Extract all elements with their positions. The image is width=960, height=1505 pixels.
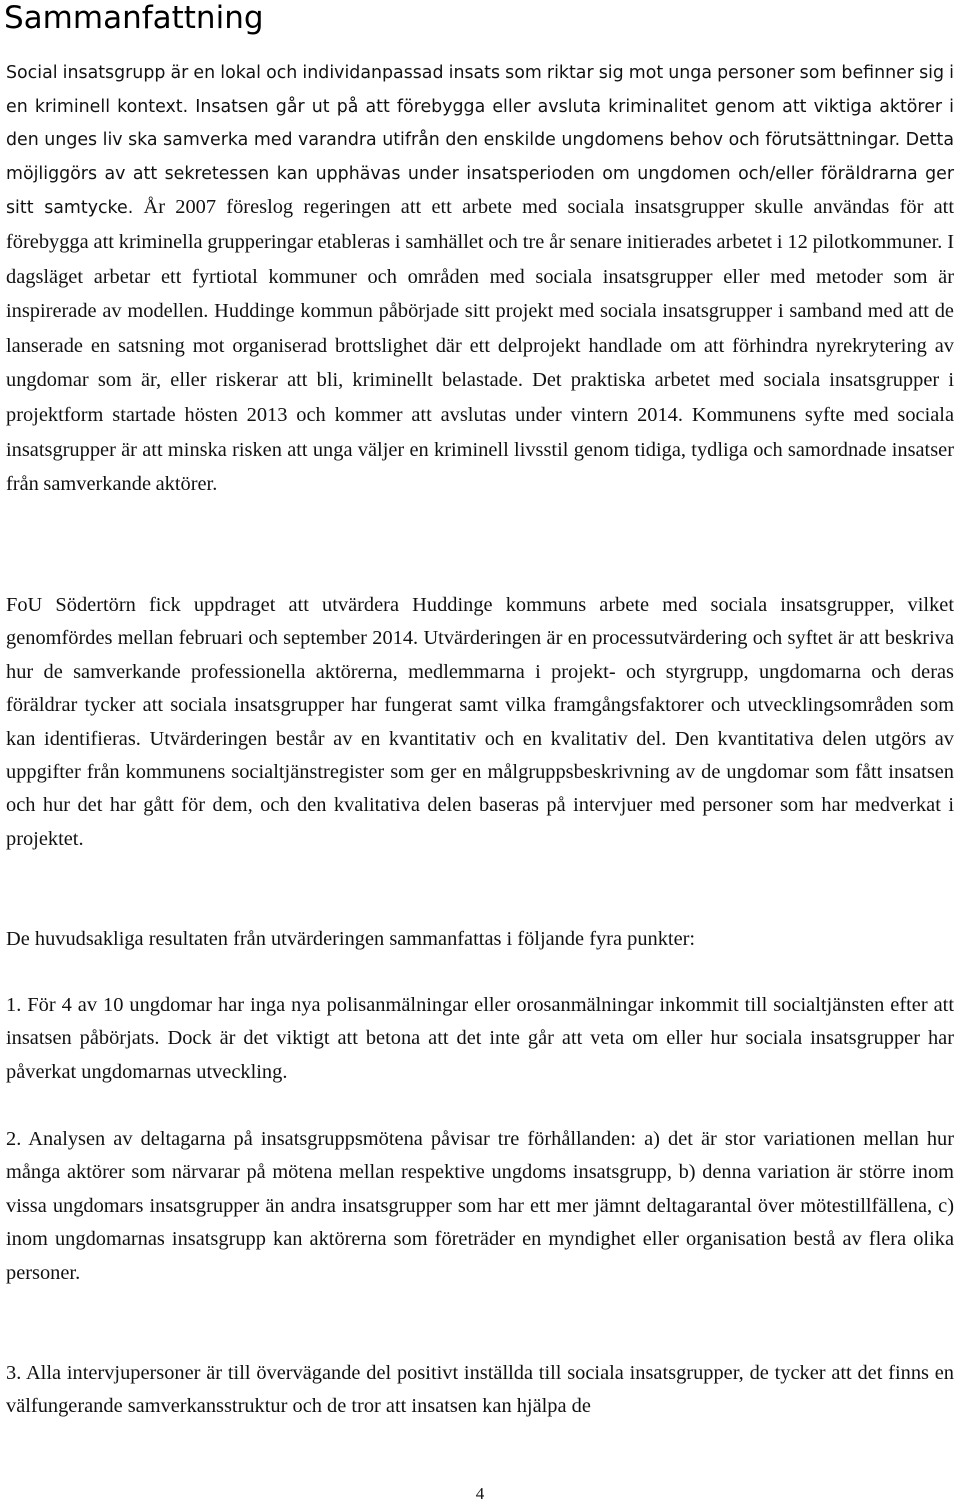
results-intro: De huvudsakliga resultaten från utvärderingen sammanfattas i följande fyra punkter: xyxy=(6,928,696,950)
page-title: Sammanfattning xyxy=(4,0,264,36)
result-point-3: 3. Alla intervjupersoner är till övervägande del positivt inställda till sociala insatsgrupper, de tycker att det finns en välfungerande samverkansstruktur och de tror att insatsen kan hjälpa de xyxy=(6,1362,954,1418)
summary-paragraph xyxy=(6,57,954,503)
page-number: 4 xyxy=(475,1484,485,1503)
evaluation-paragraph: FoU Södertörn fick uppdraget att utvärdera Huddinge kommuns arbete med sociala insatsgrupper, vilket genomfördes mellan februari och september 2014. Utvärderingen är en processutvärdering och syftet är att beskriva hur de samverkande professionella aktörerna, medlemmarna i projekt- och styrgrupp, ungdomarna och deras föräldrar tycker att sociala insatsgrupper har fungerat samt vilka framgångsfaktorer och utvecklingsområden som kan identifieras. Utvärderingen består av en kvantitativ och en kvalitativ del. Den kvantitativa delen utgörs av uppgifter från kommunens socialtjänstregister som ger en målgruppsbeskrivning av de ungdomar som fått insatsen och hur det har gått för dem, och den kvalitativa delen baseras på intervjuer med personer som har medverkat i projektet. xyxy=(6,594,954,850)
summary-text-sans: Social insatsgrupp är en lokal och individanpassad insats som riktar sig mot unga personer som befinner sig i en kriminell kontext. Insatsen går ut på att förebygga eller avsluta kriminalitet genom att viktiga aktörer i den unges liv ska samverka med varandra utifrån den enskilde ungdomens behov och förutsättningar. Detta möjliggörs av att sekretessen kan upphävas under insatsperioden om ungdomen och/eller föräldrarna ger sitt samtycke. xyxy=(6,63,954,219)
summary-text-serif: År 2007 föreslog regeringen att ett arbete med sociala insatsgrupper skulle användas för att förebygga att kriminella grupperingar etableras i samhället och tre år senare initierades arbetet i 12 pilotkommuner. I dagsläget arbetar ett fyrtiotal kommuner och områden med sociala insatsgrupper eller med metoder som är inspirerade av modellen. Huddinge kommun påbörjade sitt projekt med sociala insatsgrupper i samband med att de lanserade en satsning mot organiserad brottslighet där ett delprojekt handlade om att förhindra nyrekrytering av ungdomar som är, eller riskerar att bli, kriminellt belastade. Det praktiska arbetet med sociala insatsgrupper i projektform startade hösten 2013 och kommer att avslutas under vintern 2014. Kommunens syfte med sociala insatsgrupper är att minska risken att unga väljer en kriminell livsstil genom tidiga, tydliga och samordnade insatser från samverkande aktörer. xyxy=(6,196,954,496)
result-point-1: 1. För 4 av 10 ungdomar har inga nya polisanmälningar eller orosanmälningar inkommit till socialtjänsten efter att insatsen påbörjats. Dock är det viktigt att betona att det inte går att veta om eller hur sociala insatsgrupper har påverkat ungdomarnas utveckling. xyxy=(6,994,954,1083)
result-point-2: 2. Analysen av deltagarna på insatsgruppsmötena påvisar tre förhållanden: a) det är stor variationen mellan hur många aktörer som närvarar på mötena mellan respektive ungdoms insatsgrupp, b) denna variation är större inom vissa ungdomars insatsgrupper än andra insatsgrupper som har ett mer jämnt deltagarantal över mötestillfällena, c) inom ungdomarnas insatsgrupp kan aktörerna som företräder en myndighet eller organisation bestå av flera olika personer. xyxy=(6,1128,954,1284)
